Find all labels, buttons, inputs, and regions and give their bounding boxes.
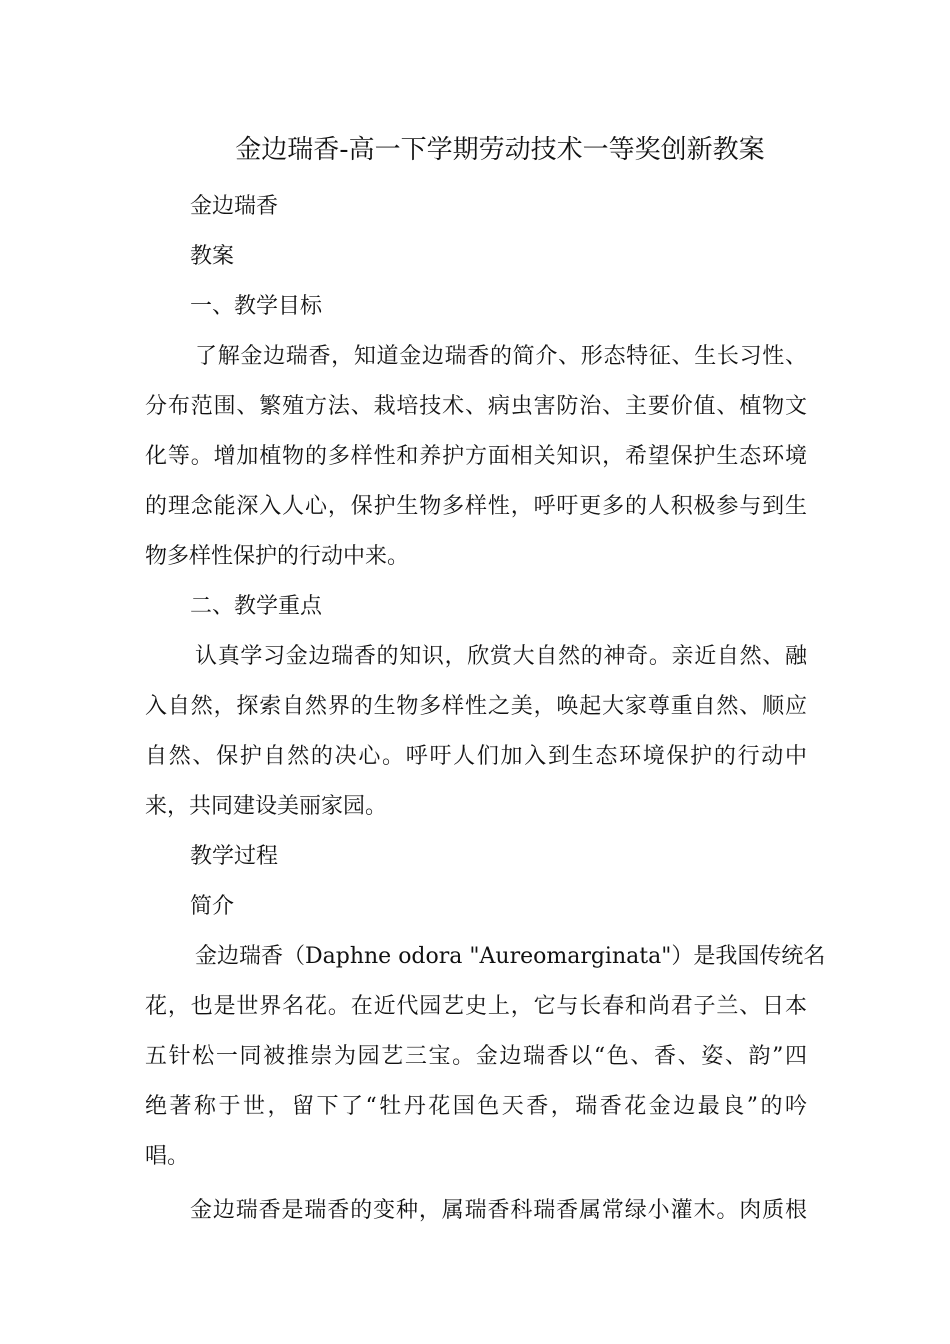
- heading-introduction: 简介: [190, 894, 235, 919]
- document-title: 金边瑞香-高一下学期劳动技术一等奖创新教案: [235, 135, 765, 165]
- heading-teaching-process: 教学过程: [190, 844, 279, 869]
- paragraph-line: 来，共同建设美丽家园。: [145, 794, 388, 819]
- paragraph-line: 化等。增加植物的多样性和养护方面相关知识，希望保护生态环境: [145, 444, 807, 469]
- paragraph-line: 入自然，探索自然界的生物多样性之美，唤起大家尊重自然、顺应: [145, 694, 807, 719]
- paragraph-line: 绝著称于世，留下了“牡丹花国色天香，瑞香花金边最良”的吟: [145, 1094, 807, 1119]
- heading-teaching-goals: 一、教学目标: [190, 294, 323, 319]
- paragraph-line: 金边瑞香是瑞香的变种，属瑞香科瑞香属常绿小灌木。肉质根: [190, 1198, 807, 1223]
- subtitle-plant-name: 金边瑞香: [190, 194, 279, 219]
- document-body: [145, 182, 826, 1236]
- paragraph-line: 自然、保护自然的决心。呼吁人们加入到生态环境保护的行动中: [145, 744, 807, 769]
- paragraph-line: 唱。: [145, 1144, 190, 1169]
- paragraph-line: 金边瑞香（Daphne odora "Aureomarginata"）是我国传统名: [195, 944, 826, 969]
- paragraph-line: 了解金边瑞香，知道金边瑞香的简介、形态特征、生长习性、: [195, 344, 807, 369]
- paragraph-line: 认真学习金边瑞香的知识，欣赏大自然的神奇。亲近自然、融: [195, 644, 807, 669]
- paragraph-line: 物多样性保护的行动中来。: [145, 544, 410, 569]
- paragraph-line: 五针松一同被推崇为园艺三宝。金边瑞香以“色、香、姿、韵”四: [145, 1044, 807, 1069]
- paragraph-line: 分布范围、繁殖方法、栽培技术、病虫害防治、主要价值、植物文: [145, 394, 807, 419]
- paragraph-line: 花，也是世界名花。在近代园艺史上，它与长春和尚君子兰、日本: [145, 994, 807, 1019]
- heading-teaching-focus: 二、教学重点: [190, 594, 323, 619]
- paragraph-line: 的理念能深入人心，保护生物多样性，呼吁更多的人积极参与到生: [145, 494, 807, 519]
- subtitle-lesson-plan: 教案: [190, 244, 235, 269]
